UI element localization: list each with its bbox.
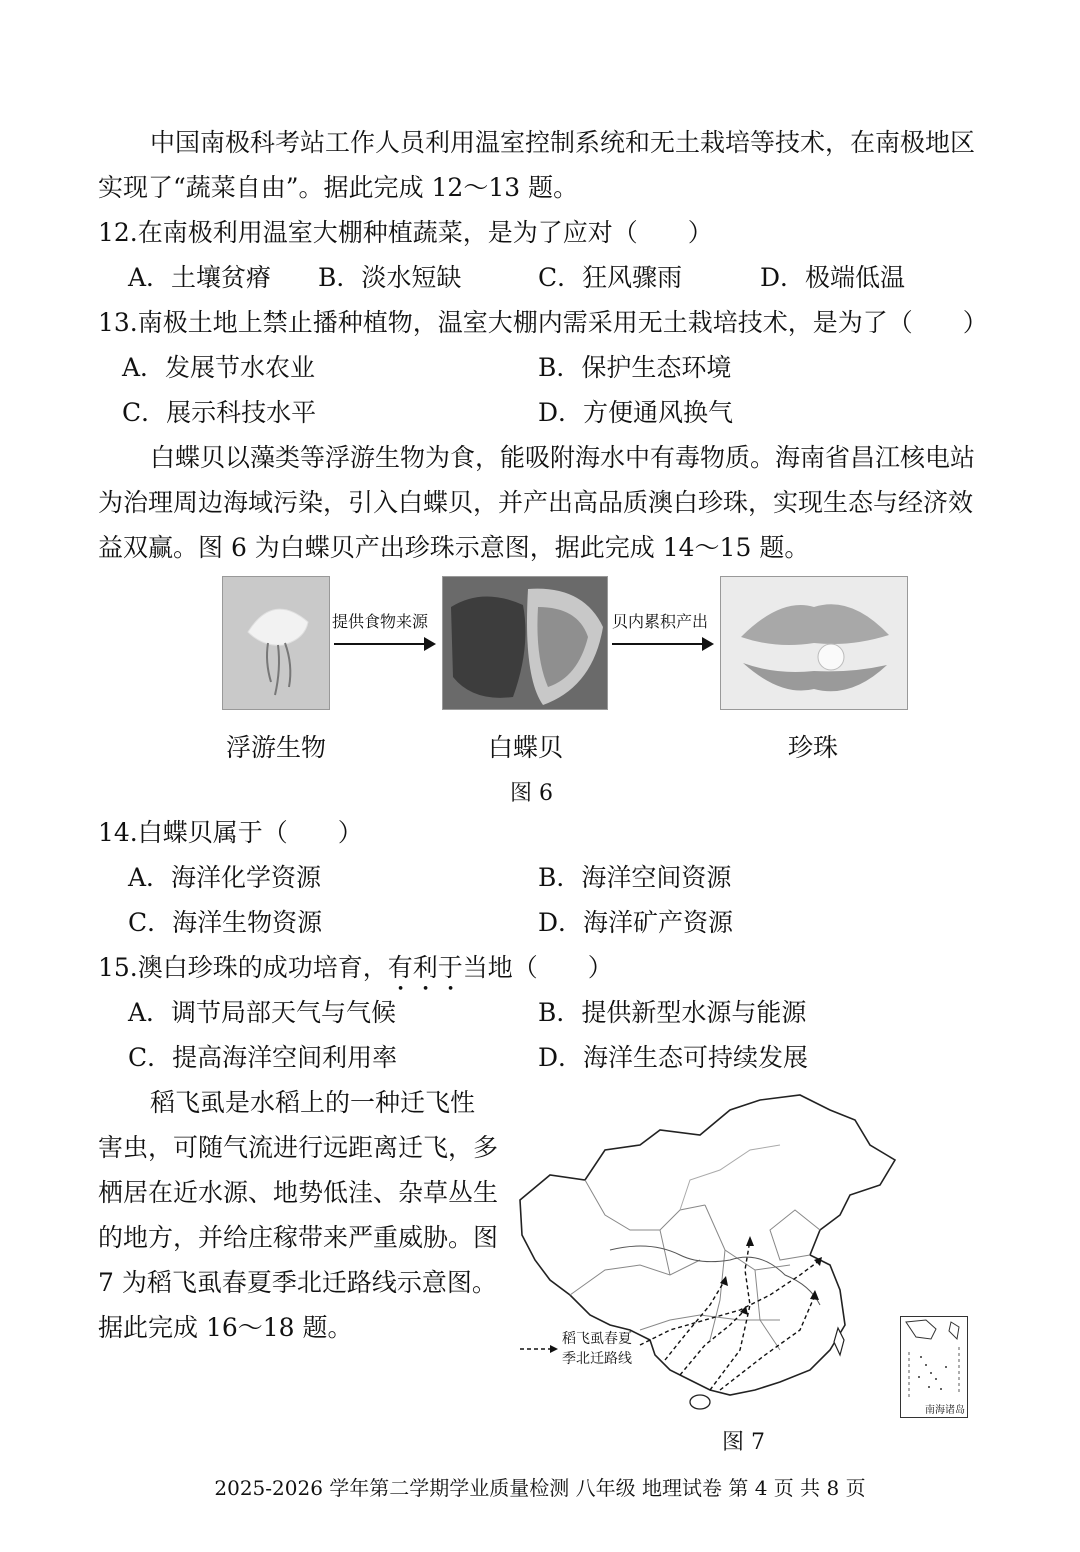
q12-option-a: A．土壤贫瘠 — [128, 263, 272, 292]
q12-option-c: C．狂风骤雨 — [538, 263, 683, 292]
page-footer: 2025-2026 学年第二学期学业质量检测 八年级 地理试卷 第 4 页 共 8 页 — [214, 1476, 866, 1500]
intro2-line1: 白蝶贝以藻类等浮游生物为食，能吸附海水中有毒物质。海南省昌江核电站 — [150, 443, 976, 472]
oyster-label: 白蝶贝 — [488, 733, 564, 762]
intro3-line6: 据此完成 16～18 题。 — [98, 1313, 353, 1342]
q13-option-c: C．展示科技水平 — [122, 398, 317, 427]
q15-option-c: C．提高海洋空间利用率 — [128, 1043, 398, 1072]
q15-stem-emphasis: 有利于 — [387, 953, 463, 982]
arrow1 — [334, 643, 434, 645]
intro3-line3: 栖居在近水源、地势低洼、杂草丛生 — [98, 1178, 499, 1207]
arrow2-label: 贝内累积产出 — [612, 612, 709, 631]
q15-option-b: B．提供新型水源与能源 — [538, 998, 807, 1027]
q13-option-b: B．保护生态环境 — [538, 353, 732, 382]
q15-option-d: D．海洋生态可持续发展 — [538, 1043, 809, 1072]
intro2-line2: 为治理周边海域污染，引入白蝶贝，并产出高品质澳白珍珠，实现生态与经济效 — [98, 488, 974, 517]
pearl-icon — [721, 577, 907, 709]
q12-option-b: B．淡水短缺 — [318, 263, 462, 292]
intro1-line2: 实现了“蔬菜自由”。据此完成 12～13 题。 — [98, 173, 579, 202]
intro1-line1: 中国南极科考站工作人员利用温室控制系统和无土栽培等技术，在南极地区 — [150, 128, 976, 157]
q13-option-a: A．发展节水农业 — [122, 353, 316, 382]
legend-line2: 季北迁路线 — [562, 1351, 632, 1367]
china-map — [510, 1090, 910, 1420]
figure7-caption: 图 7 — [722, 1430, 765, 1455]
oyster-shell-icon — [443, 577, 607, 709]
q14-option-d: D．海洋矿产资源 — [538, 908, 734, 937]
plankton-label: 浮游生物 — [226, 733, 327, 762]
intro3-line2: 害虫，可随气流进行远距离迁飞，多 — [98, 1133, 499, 1162]
south-china-sea-inset — [900, 1316, 968, 1418]
q15-option-a: A．调节局部天气与气候 — [128, 998, 397, 1027]
q14-option-c: C．海洋生物资源 — [128, 908, 323, 937]
q14-option-b: B．海洋空间资源 — [538, 863, 732, 892]
q13-stem: 13.南极土地上禁止播种植物，温室大棚内需采用无土栽培技术，是为了（ ） — [98, 308, 988, 337]
q12-stem: 12.在南极利用温室大棚种植蔬菜，是为了应对（ ） — [98, 218, 713, 247]
inset-label: 南海诸岛 — [925, 1405, 965, 1416]
plankton-image — [222, 576, 330, 710]
q14-option-a: A．海洋化学资源 — [128, 863, 322, 892]
figure6-caption: 图 6 — [510, 781, 553, 806]
arrow1-label: 提供食物来源 — [332, 612, 429, 631]
q13-option-d: D．方便通风换气 — [538, 398, 734, 427]
intro3-line4: 的地方，并给庄稼带来严重威胁。图 — [98, 1223, 499, 1252]
q12-option-d: D．极端低温 — [760, 263, 906, 292]
q15-stem-pre: 15.澳白珍珠的成功培育， — [98, 953, 388, 982]
arrow2 — [612, 643, 712, 645]
q15-stem-post: 当地（ ） — [462, 953, 613, 982]
intro3-line5: 7 为稻飞虱春夏季北迁路线示意图。 — [98, 1268, 497, 1297]
pearl-image — [720, 576, 908, 710]
legend-line1: 稻飞虱春夏 — [562, 1331, 632, 1347]
pearl-label: 珍珠 — [788, 733, 839, 762]
intro2-line3: 益双赢。图 6 为白蝶贝产出珍珠示意图，据此完成 14～15 题。 — [98, 533, 810, 562]
dashed-arrow-icon — [520, 1344, 560, 1354]
jellyfish-icon — [223, 577, 329, 709]
q15-stem — [98, 953, 613, 997]
q14-stem: 14.白蝶贝属于（ ） — [98, 818, 363, 847]
intro3-line1: 稻飞虱是水稻上的一种迁飞性 — [150, 1088, 476, 1117]
oyster-image — [442, 576, 608, 710]
